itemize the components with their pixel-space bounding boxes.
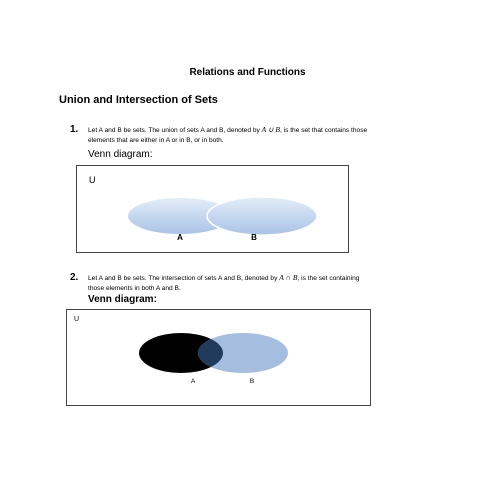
- item-2-definition: [88, 273, 468, 294]
- item-1-venn-label: Venn diagram:: [88, 149, 153, 160]
- item-1-text-before: Let A and B be sets. The union of sets A and B, denoted by: [88, 127, 260, 134]
- item-1-definition: [88, 125, 458, 146]
- section-heading: Union and Intersection of Sets: [59, 94, 218, 106]
- union-universe-label: U: [89, 175, 96, 185]
- union-venn-diagram: [76, 165, 349, 253]
- document-title: Relations and Functions: [189, 67, 306, 78]
- intersection-set-b-label: B: [249, 378, 255, 385]
- intersection-venn-svg: [67, 310, 370, 405]
- item-1-text-after: , is the set that contains those: [279, 127, 368, 134]
- item-2-text-line2: those elements in both A and B.: [88, 285, 181, 292]
- item-2-number: 2.: [70, 272, 79, 283]
- item-2-text-before: Let A and B be sets. The intersection of sets A and B, denoted by: [88, 275, 278, 282]
- item-2-text-after: , is the set containing: [297, 275, 360, 282]
- item-1-text-line2: elements that are either in A or in B, or in both.: [88, 137, 224, 144]
- union-set-b-ellipse: [207, 197, 317, 235]
- item-2-venn-label: Venn diagram:: [88, 294, 157, 305]
- union-set-a-label: A: [177, 233, 183, 242]
- union-notation: A ∪ B: [261, 125, 280, 134]
- union-venn-svg: [77, 166, 348, 252]
- intersection-universe-label: U: [74, 316, 80, 323]
- item-1-number: 1.: [70, 124, 79, 135]
- union-set-b-label: B: [251, 233, 257, 242]
- intersection-venn-diagram: [66, 309, 371, 406]
- intersection-notation: A ∩ B: [279, 273, 298, 282]
- intersection-set-a-label: A: [190, 378, 196, 385]
